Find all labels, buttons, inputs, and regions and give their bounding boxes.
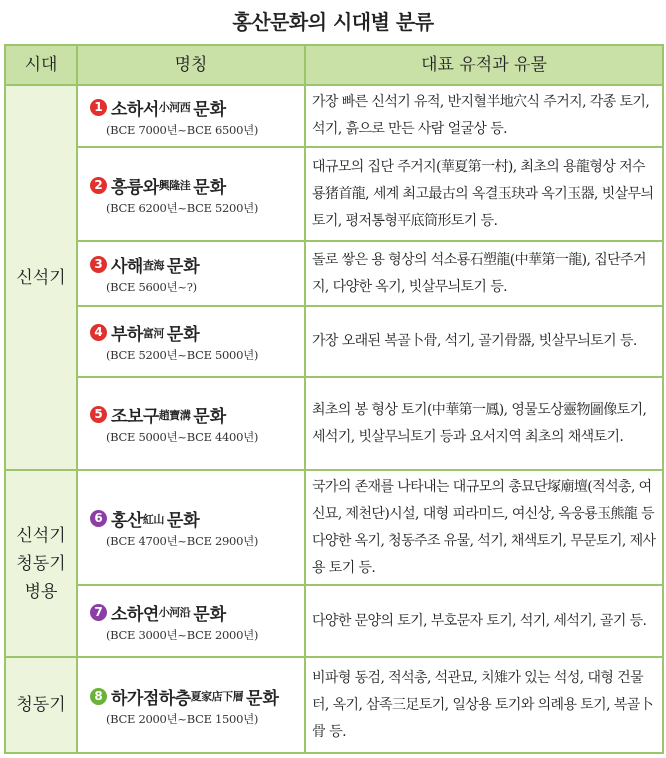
column-divider [76,46,78,752]
culture-name-cell [82,307,300,376]
era-label: 병용 [24,581,58,602]
number-badge: 2 [90,177,107,194]
era-cell-neolithic [6,86,76,469]
culture-name: 흥륭와 [111,177,159,198]
header-desc: 대표 유적과 유물 [421,55,547,75]
culture-dates: (BCE 3000년~BCE 2000년) [106,627,259,642]
era-label: 청동기 [16,695,66,715]
culture-suffix: 문화 [166,511,200,531]
number-badge: 5 [90,406,107,423]
era-cell-mixed [6,471,76,656]
culture-name-cell [82,378,300,469]
table-title: 홍산문화의 시대별 분류 [232,10,434,34]
culture-dates: (BCE 5600년~?) [106,280,197,294]
culture-name: 조보구 [111,407,159,427]
header-name: 명칭 [174,55,208,75]
culture-dates: (BCE 7000년~BCE 6500년) [106,122,259,137]
era-label: 신석기 [16,267,66,288]
culture-desc: 가장 오래된 복골卜骨, 석기, 골기骨器, 빗살무늬토기 등. [312,333,637,349]
culture-hanja: 趙寶溝 [158,408,191,422]
culture-desc: 가장 빠른 신석기 유적, 반지혈半地穴식 주거지, 각종 토기, 석기, 흙으로 만든 사람 얼굴상 등. [312,94,650,137]
culture-name: 사해 [111,257,143,277]
culture-name-cell [82,471,300,584]
culture-name: 소하서 [111,99,159,120]
era-label: 청동기 [16,553,66,574]
number-badge: 8 [90,688,107,705]
culture-suffix: 문화 [193,407,227,427]
culture-suffix: 문화 [166,257,200,277]
culture-suffix: 문화 [193,99,227,120]
culture-name-cell [82,586,300,656]
culture-suffix: 문화 [193,177,227,198]
culture-dates: (BCE 5000년~BCE 4400년) [106,430,259,444]
culture-hanja: 査海 [142,258,164,272]
culture-desc: 대규모의 집단 주거지(華夏第一村), 최초의 용龍형상 저수룡猪首龍, 세계 최고最古의 옥결玉玦과 옥기玉器, 빗살무늬토기, 평저통형平底筒形토기 등. [312,158,654,229]
culture-desc: 다양한 문양의 토기, 부호문자 토기, 석기, 세석기, 골기 등. [312,612,647,629]
culture-hanja: 興隆洼 [158,179,191,192]
number-badge: 6 [90,510,107,527]
table-header [6,46,662,86]
number-badge: 3 [90,256,107,273]
culture-dates: (BCE 6200년~BCE 5200년) [106,200,259,215]
culture-hanja: 小河西 [158,101,191,114]
culture-dates: (BCE 4700년~BCE 2900년) [106,534,259,548]
number-badge: 4 [90,324,107,341]
culture-name-cell [82,148,300,240]
culture-table [4,44,664,754]
culture-desc: 비파형 동검, 적석총, 석관묘, 치雉가 있는 석성, 대형 건물터, 옥기, 삼족三足토기, 일상용 토기와 의례용 토기, 복골卜骨 등. [312,669,654,740]
culture-name: 홍산 [111,511,143,531]
number-badge: 7 [90,604,107,621]
culture-name-cell [82,86,300,146]
culture-desc: 돌로 쌓은 용 형상의 석소룡石塑龍(中華第一龍), 집단주거지, 다양한 옥기, 빗살무늬토기 등. [312,251,646,295]
culture-name-cell [82,658,300,752]
culture-desc: 최초의 봉 형상 토기(中華第一鳳), 영물도상靈物圖像토기, 세석기, 빗살무늬토기 등과 요서지역 최초의 채색토기. [312,401,647,445]
number-badge: 1 [90,99,107,116]
culture-name: 하가점하층 [111,688,191,709]
culture-hanja: 小河沿 [158,606,191,619]
culture-suffix: 문화 [166,325,200,345]
culture-hanja: 富河 [142,326,164,340]
culture-dates: (BCE 2000년~BCE 1500년) [106,711,259,726]
era-cell-bronze [6,658,76,752]
culture-name: 부하 [111,325,143,345]
culture-dates: (BCE 5200년~BCE 5000년) [106,348,259,362]
header-era: 시대 [24,55,58,75]
culture-suffix: 문화 [193,604,227,625]
culture-desc: 국가의 존재를 나타내는 대규모의 총묘단塚廟壇(적석총, 여신묘, 제천단)시설, 대형 피라미드, 여신상, 옥웅룡玉熊龍 등 다양한 옥기, 청동주조 유물, 석기, 채색토기, 무문토기, 제사용 토기 등. [312,478,656,576]
culture-name-cell [82,242,300,305]
era-label: 신석기 [16,525,66,546]
culture-hanja: 夏家店下層 [190,690,244,703]
culture-suffix: 문화 [246,688,279,709]
culture-hanja: 紅山 [142,512,164,526]
culture-name: 소하연 [111,604,159,625]
